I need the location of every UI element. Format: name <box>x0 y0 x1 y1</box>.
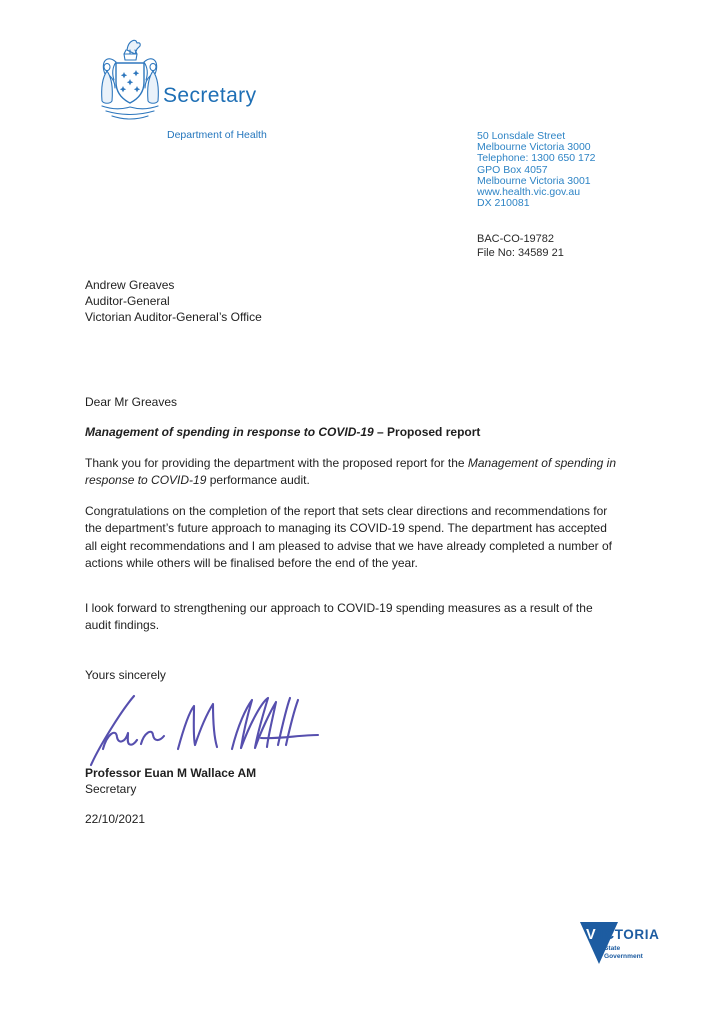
paragraph-1 <box>85 455 617 490</box>
phone-line: Telephone: 1300 650 172 <box>477 152 596 165</box>
paragraph-1-text: Thank you for providing the department with the proposed report for the <box>85 456 468 470</box>
department-name: Department of Health <box>167 129 267 141</box>
closing-line: Yours sincerely <box>85 668 166 682</box>
logo-sub-state: State <box>604 945 621 952</box>
recipient-office: Victorian Auditor-General’s Office <box>85 310 262 325</box>
recipient-block <box>85 277 262 326</box>
secretary-title: Secretary <box>163 84 257 107</box>
address-line: 50 Lonsdale Street <box>477 130 566 142</box>
gpo-box-line: GPO Box 4057 <box>477 163 548 176</box>
address-line: Melbourne Victoria 3000 <box>477 141 591 154</box>
paragraph-2: Congratulations on the completion of the report that sets clear directions and recommendations for the department’s future approach to managing its COVID-19 spend. The department has accepted all eight recommendations and I am pleased to advise that we have already completed a number of actions while others will be finalised before the end of the year. <box>85 504 612 570</box>
file-number: File No: 34589 21 <box>477 246 564 259</box>
salutation: Dear Mr Greaves <box>85 395 178 409</box>
contact-block <box>477 131 596 209</box>
signatory-name: Professor Euan M Wallace AM <box>85 766 257 780</box>
reference-block <box>477 233 564 260</box>
address-line: Melbourne Victoria 3001 <box>477 174 591 187</box>
signature <box>85 687 323 767</box>
letter-date: 22/10/2021 <box>85 812 146 826</box>
signature-block <box>85 765 256 797</box>
subject-audit-title: Management of spending in response to COVID-19 <box>85 425 374 439</box>
logo-sub-government: Government <box>604 953 643 960</box>
website-url: www.health.vic.gov.au <box>477 186 581 199</box>
signatory-title: Secretary <box>85 782 137 797</box>
subject-line <box>85 424 617 441</box>
subject-suffix: – Proposed report <box>373 425 481 439</box>
paragraph-1-text: performance audit. <box>206 473 310 488</box>
dx-line: DX 210081 <box>477 197 530 210</box>
recipient-role: Auditor-General <box>85 294 170 309</box>
reference-number: BAC-CO-19782 <box>477 233 555 245</box>
victoria-state-government-logo <box>578 919 670 969</box>
paragraph-1-audit-title: Management of spending in response to COVID-19 <box>85 456 616 488</box>
paragraph-3: I look forward to strengthening our approach to COVID-19 spending measures as a result of the audit findings. <box>85 601 593 633</box>
recipient-name: Andrew Greaves <box>85 278 175 292</box>
logo-v: V <box>586 927 596 943</box>
coat-of-arms-logo <box>86 34 176 126</box>
logo-wordmark: ICTORIA <box>600 927 660 942</box>
